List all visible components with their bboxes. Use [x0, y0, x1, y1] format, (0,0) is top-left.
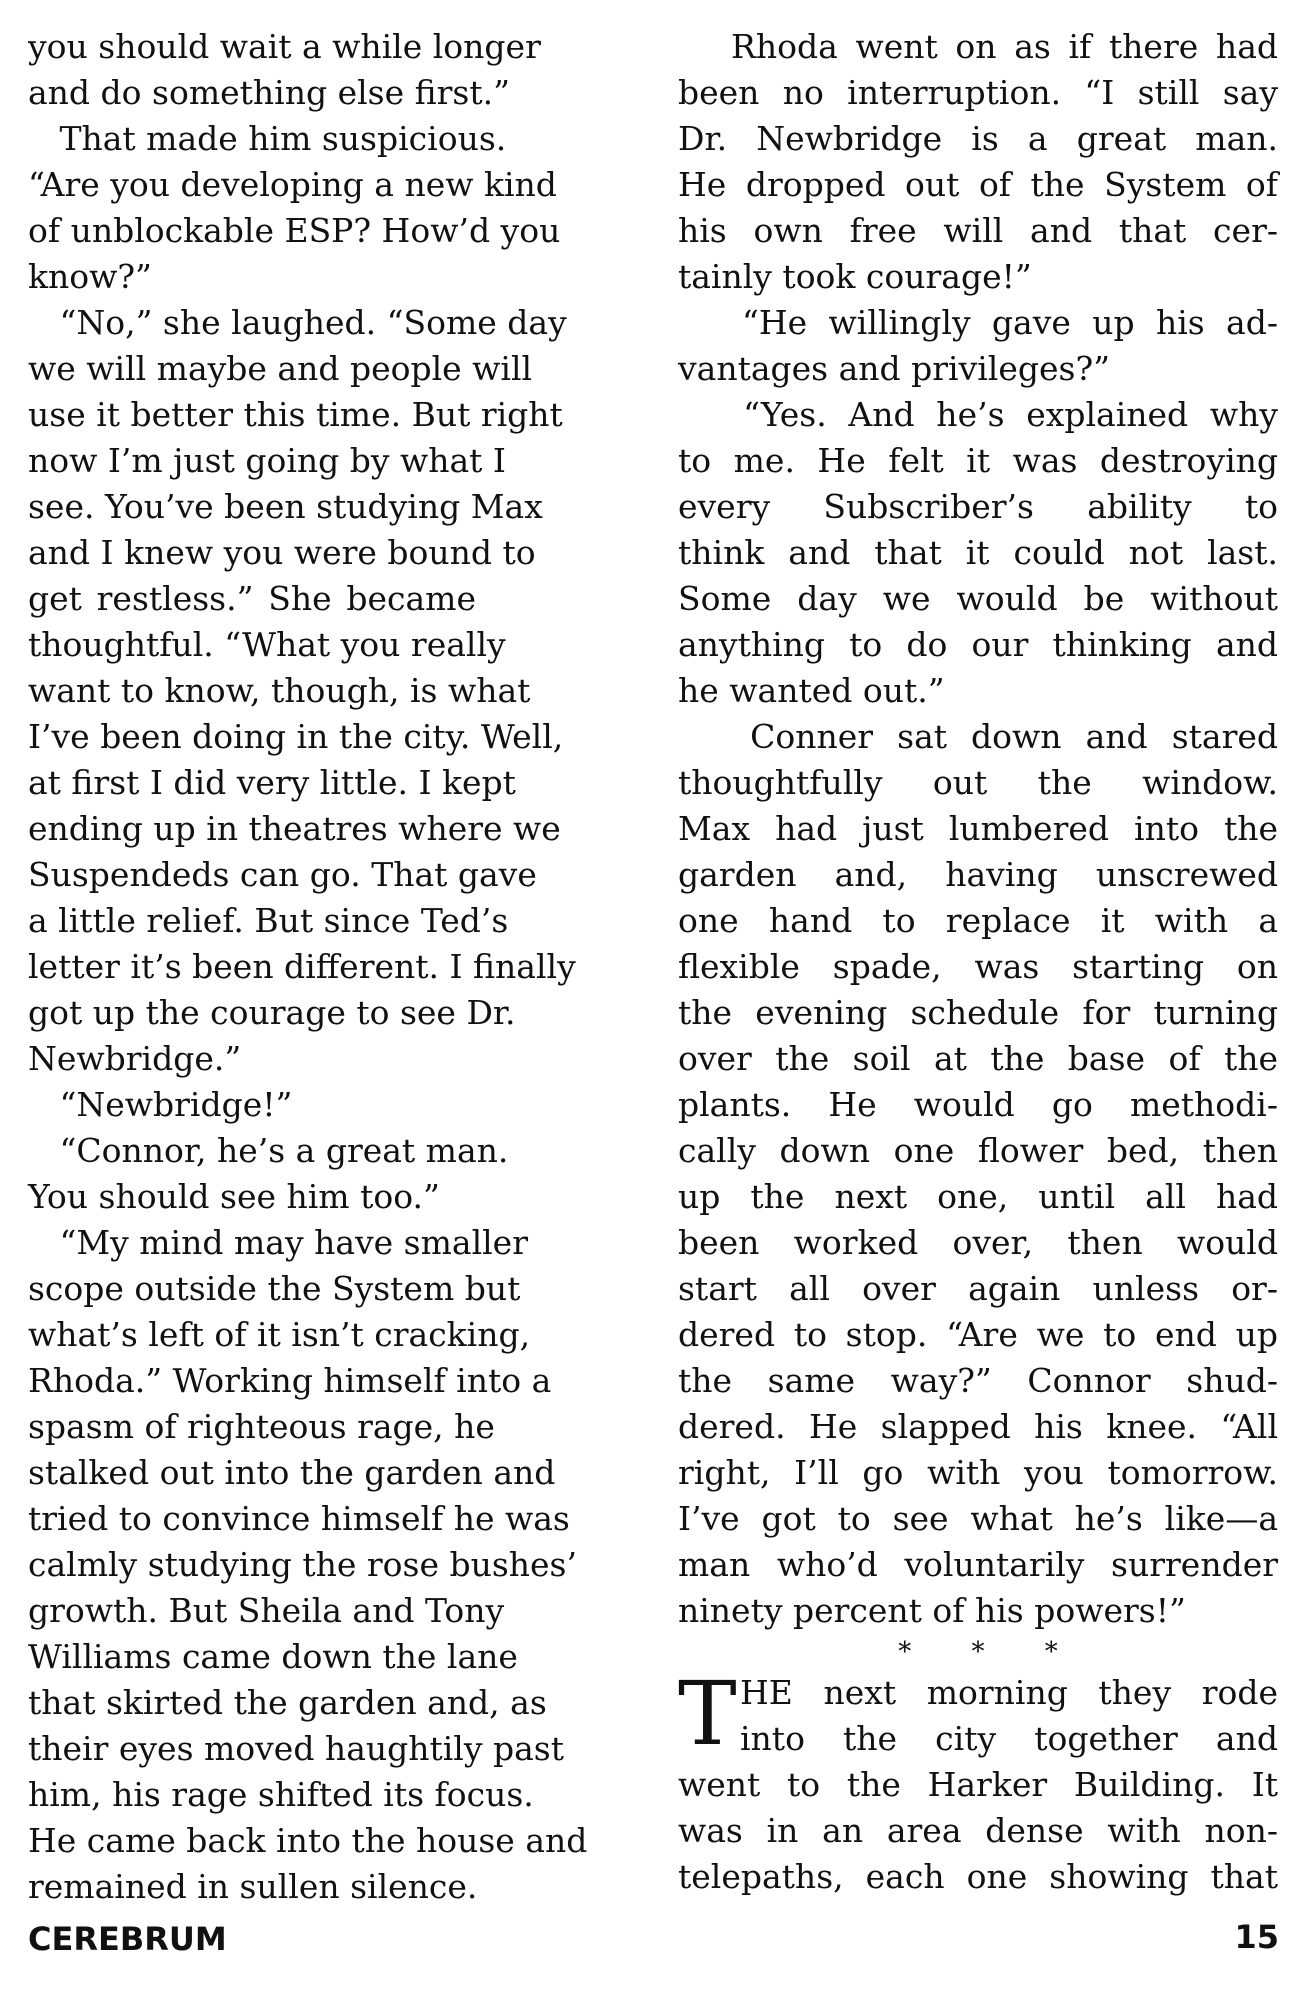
right-column-lines	[678, 24, 1278, 1634]
text-line: Max had just lumbered into the	[678, 809, 1278, 848]
text-line: to me. He felt it was destroying	[678, 441, 1278, 480]
left-text-column	[28, 24, 588, 1910]
text-line: vantages and privileges?”	[678, 349, 1111, 388]
text-line: Dr. Newbridge is a great man.	[678, 119, 1278, 158]
text-line: see. You’ve been studying Max	[28, 487, 543, 526]
text-line: him, his rage shifted its focus.	[28, 1775, 534, 1814]
text-line: stalked out into the garden and	[28, 1453, 556, 1492]
text-line: one hand to replace it with a	[678, 901, 1278, 940]
text-line: I’ve got to see what he’s like—a	[678, 1499, 1278, 1538]
text-line: get restless.” She became	[28, 579, 476, 618]
text-line: He dropped out of the System of	[678, 165, 1278, 204]
text-line: He came back into the house and	[28, 1821, 588, 1860]
text-line: “Newbridge!”	[28, 1085, 293, 1124]
text-line: think and that it could not last.	[678, 533, 1278, 572]
text-line: was in an area dense with non-	[678, 1811, 1278, 1850]
text-line: over the soil at the base of the	[678, 1039, 1278, 1078]
text-line: Rhoda went on as if there had	[678, 27, 1278, 66]
text-line: and do something else first.”	[28, 73, 510, 112]
text-line: “My mind may have smaller	[28, 1223, 528, 1262]
page-number: 15	[1234, 1918, 1279, 1956]
text-line: a little relief. But since Ted’s	[28, 901, 509, 940]
text-line: spasm of righteous rage, he	[28, 1407, 495, 1446]
text-line: the evening schedule for turning	[678, 993, 1278, 1032]
text-line: letter it’s been different. I finally	[28, 947, 576, 986]
text-line: that skirted the garden and, as	[28, 1683, 547, 1722]
text-line: been no interruption. “I still say	[678, 73, 1278, 112]
text-line: “Are you developing a new kind	[28, 165, 557, 204]
text-line: thoughtfully out the window.	[678, 763, 1278, 802]
text-line: flexible spade, was starting on	[678, 947, 1278, 986]
text-line: their eyes moved haughtily past	[28, 1729, 564, 1768]
text-line: we will maybe and people will	[28, 349, 533, 388]
text-line: Newbridge.”	[28, 1039, 242, 1078]
text-line: dered. He slapped his knee. “All	[678, 1407, 1278, 1446]
text-line: you should wait a while longer	[28, 27, 541, 66]
text-line: Some day we would be without	[678, 579, 1278, 618]
text-line: anything to do our thinking and	[678, 625, 1278, 664]
text-line: ending up in theatres where we	[28, 809, 561, 848]
text-line: at first I did very little. I kept	[28, 763, 516, 802]
text-line: Rhoda.” Working himself into a	[28, 1361, 552, 1400]
text-line: right, I’ll go with you tomorrow.	[678, 1453, 1278, 1492]
text-line: That made him suspicious.	[28, 119, 507, 158]
section-separator: * * *	[898, 1637, 1084, 1667]
text-line: man who’d voluntarily surrender	[678, 1545, 1278, 1584]
text-line: plants. He would go methodi-	[678, 1085, 1278, 1124]
drop-cap: T	[678, 1662, 737, 1765]
text-line: cally down one flower bed, then	[678, 1131, 1278, 1170]
text-line: Conner sat down and stared	[678, 717, 1278, 756]
text-line: the same way?” Connor shud-	[678, 1361, 1278, 1400]
right-text-column	[678, 24, 1278, 1900]
text-line: “Connor, he’s a great man.	[28, 1131, 509, 1170]
magazine-title: CEREBRUM	[28, 1920, 227, 1958]
text-line: use it better this time. But right	[28, 395, 563, 434]
text-line: want to know, though, is what	[28, 671, 531, 710]
text-line: “Yes. And he’s explained why	[678, 395, 1278, 434]
text-line: went to the Harker Building. It	[678, 1765, 1278, 1804]
text-line: Williams came down the lane	[28, 1637, 518, 1676]
text-line: telepaths, each one showing that	[678, 1857, 1278, 1896]
text-line: garden and, having unscrewed	[678, 855, 1278, 894]
text-line: and I knew you were bound to	[28, 533, 536, 572]
text-line: up the next one, until all had	[678, 1177, 1278, 1216]
text-line: thoughtful. “What you really	[28, 625, 506, 664]
section-lines	[678, 1662, 1278, 1900]
text-line: tainly took courage!”	[678, 257, 1032, 296]
text-line: know?”	[28, 257, 152, 296]
text-line: HE next morning they rode	[740, 1673, 1278, 1712]
text-line: his own free will and that cer-	[678, 211, 1278, 250]
text-line: Suspendeds can go. That gave	[28, 855, 537, 894]
text-line: tried to convince himself he was	[28, 1499, 570, 1538]
text-line: remained in sullen silence.	[28, 1867, 478, 1906]
text-line: I’ve been doing in the city. Well,	[28, 717, 564, 756]
new-section	[678, 1662, 1278, 1900]
text-line: calmly studying the rose bushes’	[28, 1545, 577, 1584]
text-line: scope outside the System but	[28, 1269, 521, 1308]
text-line: into the city together and	[740, 1719, 1278, 1758]
text-line: dered to stop. “Are we to end up	[678, 1315, 1278, 1354]
text-line: You should see him too.”	[28, 1177, 440, 1216]
text-line: what’s left of it isn’t cracking,	[28, 1315, 531, 1354]
text-line: every Subscriber’s ability to	[678, 487, 1278, 526]
text-line: “No,” she laughed. “Some day	[28, 303, 567, 342]
text-line: start all over again unless or-	[678, 1269, 1278, 1308]
text-line: been worked over, then would	[678, 1223, 1278, 1262]
text-line: of unblockable ESP? How’d you	[28, 211, 561, 250]
text-line: now I’m just going by what I	[28, 441, 506, 480]
text-line: ninety percent of his powers!”	[678, 1591, 1186, 1630]
text-line: growth. But Sheila and Tony	[28, 1591, 505, 1630]
text-line: “He willingly gave up his ad-	[678, 303, 1278, 342]
text-line: got up the courage to see Dr.	[28, 993, 516, 1032]
text-line: he wanted out.”	[678, 671, 945, 710]
